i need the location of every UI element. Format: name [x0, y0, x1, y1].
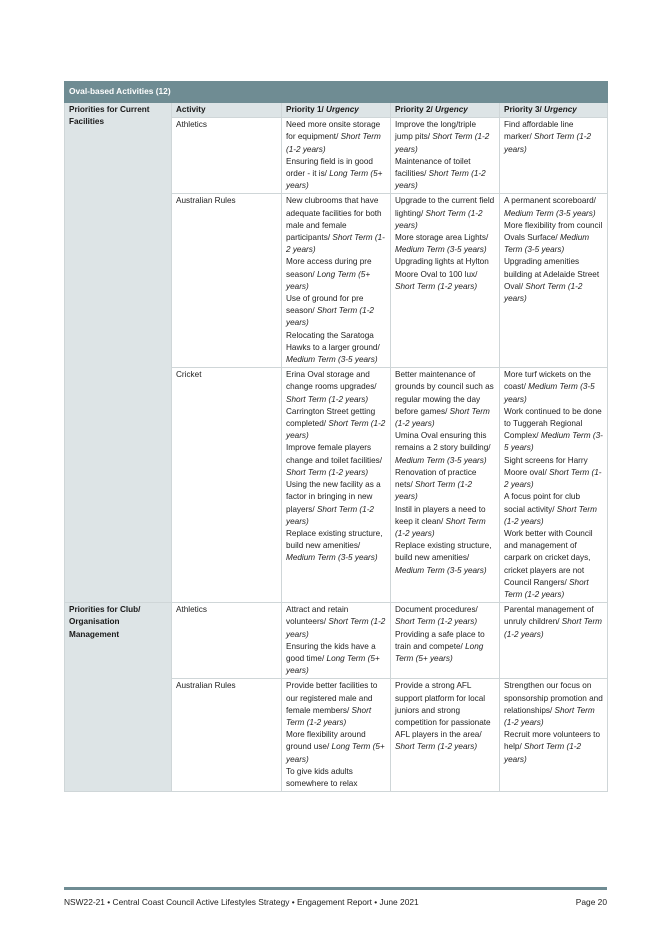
- entry-term: Short Term (1-2 years): [286, 233, 385, 255]
- entry-term: Short Term (1-2 years): [504, 617, 602, 639]
- entry-text: More flexibility from council Ovals Surface/: [504, 220, 603, 243]
- header-priority-2: [391, 103, 500, 118]
- priority-entry: [395, 430, 495, 467]
- priority-entry: [286, 330, 386, 367]
- entry-term: Short Term (1-2 years): [504, 467, 602, 490]
- entry-text: Work continued to be done to Tuggerah Regional Complex/: [504, 406, 602, 441]
- entry-text: Providing a safe place to train and compete/: [395, 629, 485, 651]
- priority-entry: [504, 119, 603, 156]
- entry-text: Upgrade to the current field lighting/: [395, 196, 495, 218]
- entry-text: Instil in players a need to keep it clean/: [395, 504, 486, 526]
- group-label-club-management: Priorities for Club/ Organisation Management: [65, 603, 172, 792]
- entry-term: Short Term (1-2 years): [395, 132, 490, 154]
- table-title: Oval-based Activities (12): [65, 82, 608, 103]
- activity-cell: Athletics: [172, 603, 282, 679]
- entry-text: Ensuring field is in good order - it is/: [286, 156, 373, 179]
- entry-term: Medium Term (3-5 years): [395, 245, 487, 255]
- priority-entry: [286, 680, 386, 729]
- entry-text: Use of ground for pre season/: [286, 294, 364, 316]
- priority-cell-p2: [391, 603, 500, 679]
- priority-entry: [286, 195, 386, 256]
- entry-text: Upgrading amenities building at Adelaide Street Oval/: [504, 257, 600, 291]
- entry-term: Short Term (1-2 years): [504, 281, 583, 304]
- priority-entry: [286, 729, 386, 766]
- priority-entry: [395, 467, 495, 504]
- entry-text: Provide better facilities to our registered male and female members/: [286, 681, 378, 715]
- priority-entry: [504, 491, 603, 528]
- entry-text: Provide a strong AFL support platform for local juniors and strong competition for passionate AFL players in the area/: [395, 681, 491, 740]
- entry-text: Sight screens for Harry Moore oval/: [504, 455, 588, 477]
- entry-term: Short Term (1-2 years): [286, 467, 369, 477]
- header-priority-1-urgency: Urgency: [326, 105, 359, 114]
- header-priority-3-urgency: Urgency: [544, 105, 577, 114]
- priority-entry: [286, 604, 386, 641]
- priority-cell-p3: [500, 603, 608, 679]
- priority-entry: [395, 604, 495, 628]
- table-header-row: [65, 103, 608, 118]
- entry-term: Long Term (5+ years): [286, 269, 371, 291]
- priority-entry: [286, 119, 386, 156]
- entry-term: Short Term (1-2 years): [286, 306, 374, 328]
- entry-text: Maintenance of toilet facilities/: [395, 156, 471, 179]
- entry-text: New clubrooms that have adequate facilities for both male and female participants/: [286, 196, 382, 243]
- priority-entry: [286, 641, 386, 678]
- activity-cell: Australian Rules: [172, 679, 282, 792]
- header-priority-1-text: Priority 1/: [286, 105, 327, 114]
- entry-term: Short Term (1-2 years): [395, 169, 486, 191]
- entry-text: Improve female players change and toilet facilities/: [286, 443, 383, 465]
- entry-text: Improve the long/triple jump pits/: [395, 120, 477, 142]
- priority-entry: [395, 195, 495, 232]
- priority-entry: [504, 528, 603, 601]
- page-number: Page 20: [575, 897, 607, 907]
- priority-cell-p2: [391, 194, 500, 368]
- entry-term: Medium Term (3-5 years): [504, 382, 595, 404]
- priority-entry: [395, 369, 495, 430]
- priority-entry: [286, 528, 386, 565]
- entry-term: Short Term (1-2 years): [395, 281, 478, 291]
- entry-term: Medium Term (3-5 years): [286, 553, 378, 563]
- entry-term: Short Term (1-2 years): [504, 132, 592, 154]
- entry-text: Document procedures/: [395, 605, 478, 615]
- priority-entry: [286, 256, 386, 293]
- entry-text: A permanent scoreboard/: [504, 196, 596, 206]
- priority-entry: [395, 540, 495, 577]
- priority-cell-p2: [391, 368, 500, 603]
- priority-entry: [395, 504, 495, 541]
- entry-term: Short Term (1-2 years): [286, 705, 372, 727]
- entry-text: To give kids adults somewhere to relax: [286, 766, 358, 788]
- priority-entry: [504, 369, 603, 406]
- entry-text: Using the new facility as a factor in bringing in new players/: [286, 480, 381, 514]
- priority-cell-p1: [282, 679, 391, 792]
- entry-text: Strengthen our focus on sponsorship promotion and relationships/: [504, 681, 603, 715]
- priority-cell-p2: [391, 118, 500, 194]
- entry-term: Short Term (1-2 years): [395, 406, 490, 429]
- priority-entry: [286, 369, 386, 406]
- entry-text: Carrington Street getting completed/: [286, 406, 376, 429]
- entry-term: Long Term (5+ years): [286, 742, 385, 764]
- priority-entry: [395, 680, 495, 753]
- header-priority-2-text: Priority 2/: [395, 105, 436, 114]
- priority-entry: [504, 604, 603, 641]
- entry-term: Short Term (1-2 years): [504, 577, 589, 599]
- table-row: [65, 603, 608, 679]
- header-priority-1: [282, 103, 391, 118]
- priority-entry: [395, 629, 495, 666]
- entry-term: Medium Term (3-5 years): [395, 565, 487, 575]
- entry-text: Replace existing structure, build new amenities/: [286, 528, 383, 551]
- header-priority-2-urgency: Urgency: [435, 105, 468, 114]
- priority-cell-p3: [500, 194, 608, 368]
- priority-cell-p1: [282, 368, 391, 603]
- entry-term: Long Term (5+ years): [395, 641, 484, 663]
- footer-divider: [64, 887, 607, 890]
- priority-cell-p1: [282, 118, 391, 194]
- entry-term: Short Term (1-2 years): [504, 742, 582, 764]
- entry-term: Short Term (1-2 years): [395, 208, 483, 230]
- activity-cell: Cricket: [172, 368, 282, 603]
- priority-entry: [286, 156, 386, 193]
- priority-entry: [504, 455, 603, 492]
- priority-entry: [286, 442, 386, 479]
- entry-text: Replace existing structure, build new amenities/: [395, 541, 492, 563]
- entry-term: Short Term (1-2 years): [395, 480, 473, 502]
- entry-term: Short Term (1-2 years): [286, 419, 386, 441]
- entry-text: Parental management of unruly children/: [504, 605, 594, 627]
- priority-cell-p3: [500, 118, 608, 194]
- entry-text: Attract and retain volunteers/: [286, 605, 349, 627]
- header-activity: Activity: [172, 103, 282, 118]
- entry-text: More turf wickets on the coast/: [504, 370, 591, 392]
- entry-term: Short Term (1-2 years): [286, 617, 386, 639]
- entry-text: Relocating the Saratoga Hawks to a larger ground/: [286, 330, 380, 352]
- entry-term: Long Term (5+ years): [286, 653, 380, 676]
- priority-entry: [395, 119, 495, 156]
- entry-term: Medium Term (3-5 years): [504, 208, 596, 218]
- entry-text: Erina Oval storage and change rooms upgrades/: [286, 370, 377, 392]
- header-priority-3: [500, 103, 608, 118]
- entry-text: Renovation of practice nets/: [395, 467, 477, 490]
- entry-term: Short Term (1-2 years): [395, 617, 478, 627]
- oval-activities-table: [64, 81, 608, 792]
- priority-entry: [286, 479, 386, 528]
- entry-term: Medium Term (3-5 years): [504, 233, 590, 255]
- entry-term: Short Term (1-2 years): [395, 742, 478, 752]
- header-priority-3-text: Priority 3/: [504, 105, 545, 114]
- priority-cell-p1: [282, 603, 391, 679]
- priority-cell-p3: [500, 679, 608, 792]
- priority-entry: [504, 195, 603, 219]
- priority-entry: [504, 680, 603, 729]
- priority-entry: [286, 406, 386, 443]
- entry-term: Medium Term (3-5 years): [286, 355, 378, 365]
- priority-cell-p3: [500, 368, 608, 603]
- entry-text: Upgrading lights at Hylton Moore Oval to 100 lux/: [395, 257, 489, 279]
- entry-text: Umina Oval ensuring this remains a 2 story building/: [395, 431, 491, 453]
- entry-term: Long Term (5+ years): [286, 169, 383, 191]
- priority-cell-p1: [282, 194, 391, 368]
- entry-text: Recruit more volunteers to help/: [504, 730, 601, 752]
- table-title-row: [65, 82, 608, 103]
- priority-entry: [504, 256, 603, 305]
- activity-cell: Australian Rules: [172, 194, 282, 368]
- footer-caption: NSW22-21 • Central Coast Council Active Lifestyles Strategy • Engagement Report • June 2021: [64, 897, 419, 907]
- group-label-current-facilities: Priorities for Current Facilities: [65, 103, 172, 603]
- entry-term: Short Term (1-2 years): [286, 132, 381, 154]
- priority-entry: [504, 406, 603, 455]
- entry-term: Short Term (1-2 years): [286, 504, 374, 526]
- priority-entry: [395, 256, 495, 293]
- entry-term: Short Term (1-2 years): [504, 504, 597, 526]
- entry-text: More flexibility around ground use/: [286, 730, 366, 752]
- priority-entry: [286, 293, 386, 330]
- entry-text: Need more onsite storage for equipment/: [286, 120, 381, 142]
- priority-entry: [286, 766, 386, 790]
- entry-text: Ensuring the kids have a good time/: [286, 641, 376, 663]
- activity-cell: Athletics: [172, 118, 282, 194]
- entry-text: Find affordable line marker/: [504, 120, 574, 142]
- priority-entry: [395, 156, 495, 193]
- entry-term: Medium Term (3-5 years): [504, 431, 603, 453]
- priority-entry: [504, 220, 603, 257]
- entry-term: Short Term (1-2 years): [504, 705, 595, 727]
- entry-text: Work better with Council and management of carpark on cricket days, cricket players are not Council Rangers/: [504, 528, 593, 587]
- priority-cell-p2: [391, 679, 500, 792]
- priority-entry: [395, 232, 495, 256]
- entry-text: A focus point for club social activity/: [504, 492, 581, 514]
- priority-entry: [504, 729, 603, 766]
- entry-term: Short Term (1-2 years): [395, 516, 486, 538]
- entry-text: Better maintenance of grounds by council such as regular mowing the day before games/: [395, 370, 494, 416]
- entry-term: Short Term (1-2 years): [286, 394, 369, 404]
- entry-text: More storage area Lights/: [395, 233, 489, 243]
- entry-text: More access during pre season/: [286, 257, 372, 279]
- entry-term: Medium Term (3-5 years): [395, 455, 487, 465]
